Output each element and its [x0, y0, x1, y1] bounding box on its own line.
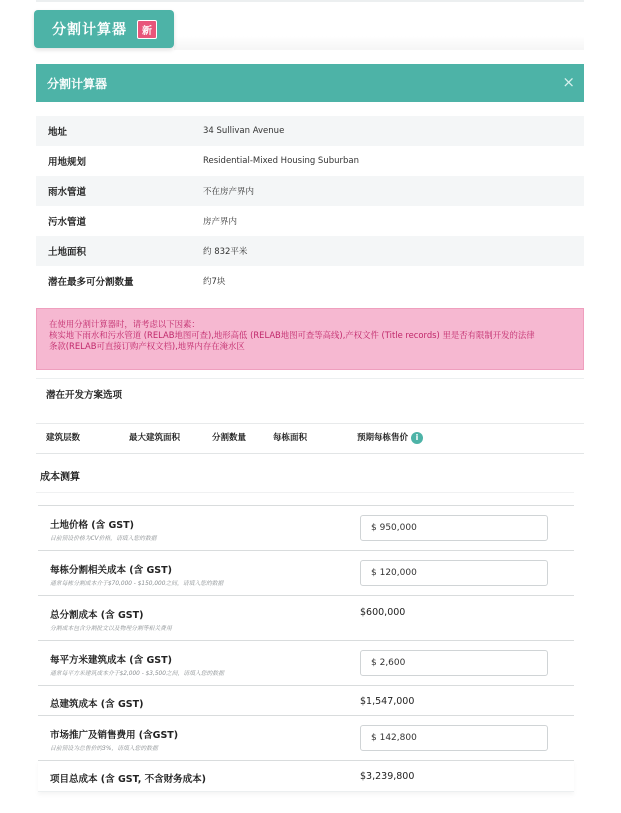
info-value: 约7块 — [203, 277, 226, 287]
info-icon[interactable]: i — [411, 432, 423, 444]
dev-options-title: 潜在开发方案选项 — [46, 390, 123, 401]
cost-hint: 通常每栋分割成本介于$70,000 - $150,000之间，请填入您的数据 — [50, 581, 224, 587]
top-divider — [36, 0, 584, 2]
info-row-stormwater — [36, 176, 584, 206]
project-total-cost-value: $3,239,800 — [360, 771, 415, 782]
info-label: 用地规划 — [48, 157, 87, 168]
cost-hint: 目前预设价格为CV价格，请填入您的数据 — [50, 536, 157, 542]
col-header-expected-price-label: 预期每栋售价 — [357, 433, 409, 443]
warning-text: 核实地下雨水和污水管道 (RELAB地图可查),地形高低 (RELAB地图可查等高线),产权文件 (Title records) 里是否有限制开发的法律 — [49, 330, 535, 340]
info-label: 潜在最多可分割数量 — [48, 277, 134, 288]
panel-header — [36, 64, 584, 102]
land-price-input[interactable]: $ 950,000 — [360, 515, 548, 541]
info-label: 污水管道 — [48, 217, 87, 228]
divider — [36, 423, 584, 424]
development-options-panel — [36, 378, 584, 454]
col-header-expected-price — [357, 431, 423, 444]
dev-options-header — [46, 431, 423, 444]
cost-row-build-cost-per-sqm — [38, 640, 574, 685]
total-subdivision-cost-value: $600,000 — [360, 607, 406, 618]
cost-label: 土地价格 (含 GST) — [50, 520, 134, 531]
info-label: 雨水管道 — [48, 187, 87, 198]
info-row-zoning — [36, 146, 584, 176]
info-row-max-lots — [36, 266, 584, 296]
cost-estimate-title: 成本测算 — [40, 472, 80, 483]
cost-row-project-total — [38, 760, 574, 792]
warning-heading: 在使用分割计算器时，请考虑以下因素： — [49, 319, 200, 329]
cost-label: 总分割成本 (含 GST) — [50, 610, 144, 621]
warning-box — [36, 308, 584, 370]
col-header-max-floor-area: 最大建筑面积 — [129, 433, 181, 443]
col-header-unit-area: 每栋面积 — [273, 433, 308, 443]
cost-table — [38, 505, 574, 792]
panel-title: 分割计算器 — [47, 76, 108, 91]
cost-label: 总建筑成本 (含 GST) — [50, 699, 144, 710]
cost-label: 市场推广及销售费用 (含GST) — [50, 730, 179, 741]
total-build-cost-value: $1,547,000 — [360, 696, 415, 707]
subdivision-calculator-tab[interactable] — [34, 10, 174, 48]
cost-hint: 目前预设为总售价的3%，请填入您的数据 — [50, 746, 158, 752]
info-value: 34 Sullivan Avenue — [203, 126, 285, 136]
info-value: Residential-Mixed Housing Suburban — [203, 156, 359, 166]
info-row-address — [36, 116, 584, 146]
info-value: 房产界内 — [203, 217, 238, 227]
info-value: 约 832平米 — [203, 247, 248, 257]
info-label: 地址 — [48, 127, 68, 138]
cost-row-per-lot-subdivision — [38, 550, 574, 595]
info-label: 土地面积 — [48, 247, 87, 258]
build-cost-per-sqm-input[interactable]: $ 2,600 — [360, 650, 548, 676]
cost-row-land-price — [38, 505, 574, 550]
cost-hint: 分割成本包含分割批文以及物理分割等相关费用 — [50, 626, 172, 632]
info-row-wastewater — [36, 206, 584, 236]
tab-label: 分割计算器 — [52, 22, 127, 38]
warning-text: 条款(RELAB可直接订购产权文档),地界内存在淹水区 — [49, 341, 245, 351]
property-info-table — [36, 116, 584, 296]
per-lot-subdivision-cost-input[interactable]: $ 120,000 — [360, 560, 548, 586]
cost-hint: 通常每平方米建筑成本介于$2,000 - $3,500之间，请填入您的数据 — [50, 671, 224, 677]
cost-label: 每栋分割相关成本 (含 GST) — [50, 565, 172, 576]
close-icon[interactable]: × — [562, 73, 575, 91]
cost-row-total-build — [38, 685, 574, 715]
cost-label: 项目总成本 (含 GST, 不含财务成本) — [50, 774, 206, 785]
cost-row-marketing — [38, 715, 574, 760]
info-value: 不在房产界内 — [203, 187, 255, 197]
col-header-storeys: 建筑层数 — [46, 433, 81, 443]
info-row-land-area — [36, 236, 584, 266]
new-badge: 新 — [137, 20, 157, 39]
cost-row-total-subdivision — [38, 595, 574, 640]
marketing-cost-input[interactable]: $ 142,800 — [360, 725, 548, 751]
divider — [36, 492, 574, 493]
tab-shadow — [174, 36, 584, 50]
col-header-lot-count: 分割数量 — [212, 433, 247, 443]
cost-label: 每平方米建筑成本 (含 GST) — [50, 655, 172, 666]
